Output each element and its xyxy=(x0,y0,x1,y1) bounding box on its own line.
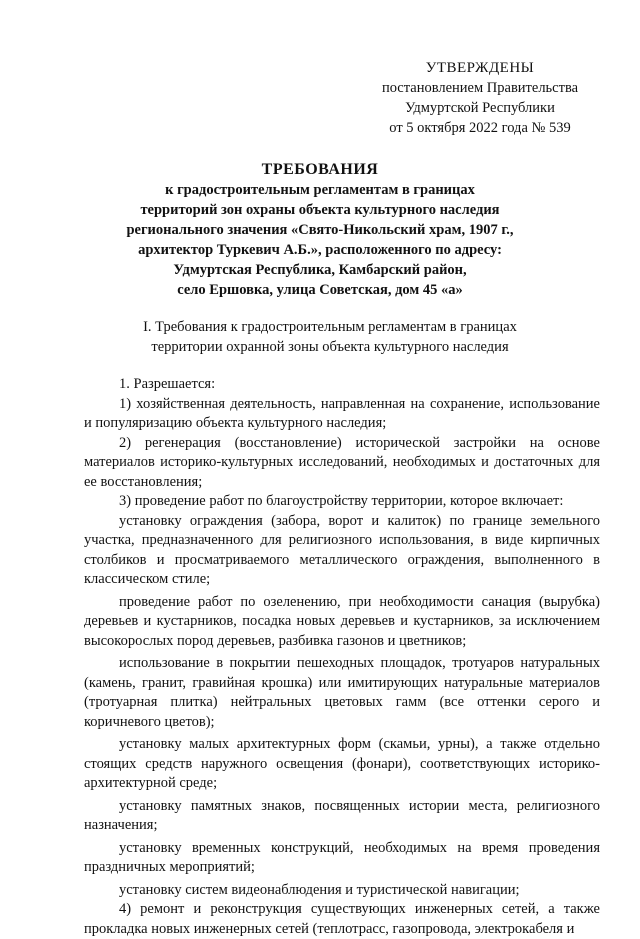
approval-line: от 5 октября 2022 года № 539 xyxy=(389,120,571,136)
paragraph: установку временных конструкций, необходимых на время проведения праздничных мероприятий; xyxy=(84,839,600,875)
section-heading xyxy=(110,317,550,357)
approval-block xyxy=(360,58,600,138)
paragraph: 1) хозяйственная деятельность, направленная на сохранение, использование и популяризацию объекта культурного наследия; xyxy=(84,395,600,431)
title-line: регионального значения «Свято-Никольский храм, 1907 г., xyxy=(126,222,514,238)
paragraph: установку ограждения (забора, ворот и калиток) по границе земельного участка, предназначенного для религиозного использования, в виде кирпичных столбиков и просматриваемого металлического ограждения, выполненного в классическом стиле; xyxy=(84,512,600,587)
paragraph: установку памятных знаков, посвященных истории места, религиозного назначения; xyxy=(84,797,600,833)
paragraph: 3) проведение работ по благоустройству территории, которое включает: xyxy=(119,493,564,509)
paragraph: 1. Разрешается: xyxy=(119,376,216,392)
paragraph: установку малых архитектурных форм (скамьи, урны), а также отдельно стоящих средств наружного освещения (фонари), соответствующих историко-архитектурной среде; xyxy=(84,736,600,791)
paragraph: 4) ремонт и реконструкция существующих инженерных сетей, а также прокладка новых инженерных сетей (теплотрасс, газопровода, электрокабеля и xyxy=(84,901,600,937)
paragraph: проведение работ по озеленению, при необходимости санация (вырубка) деревьев и кустарников, посадка новых деревьев и кустарников, за исключением высокорослых пород деревьев, разбивка газонов и цветников; xyxy=(84,593,600,649)
title-line: к градостроительным регламентам в границах xyxy=(165,182,475,198)
approval-line: постановлением Правительства xyxy=(381,80,579,96)
approval-heading: УТВЕРЖДЕНЫ xyxy=(425,60,535,76)
approval-line: Удмуртской Республики xyxy=(405,100,555,116)
paragraph: использование в покрытии пешеходных площадок, тротуаров натуральных (камень, гранит, гравийная крошка) или имитирующих натуральные материалов (тротуарная плитка) нейтральных цветовых гамм (все оттенки серого и коричневого цветов); xyxy=(84,655,600,730)
document-title xyxy=(90,160,550,300)
title-main: ТРЕБОВАНИЯ xyxy=(261,161,379,178)
paragraph: 2) регенерация (восстановление) исторической застройки на основе материалов историко-культурных исследований, необходимых и достаточных для ее восстановления; xyxy=(84,434,600,490)
paragraph: установку систем видеонаблюдения и туристической навигации; xyxy=(119,881,520,898)
title-line: Удмуртская Республика, Камбарский район, xyxy=(173,262,467,278)
section-line: I. Требования к градостроительным регламентам в границах xyxy=(143,319,517,335)
title-line: архитектор Туркевич А.Б.», расположенного по адресу: xyxy=(138,242,502,258)
section-line: территории охранной зоны объекта культурного наследия xyxy=(151,339,509,355)
title-line: территорий зон охраны объекта культурного наследия xyxy=(140,202,500,218)
title-line: село Ершовка, улица Советская, дом 45 «а» xyxy=(177,282,463,298)
document-body xyxy=(84,375,600,939)
